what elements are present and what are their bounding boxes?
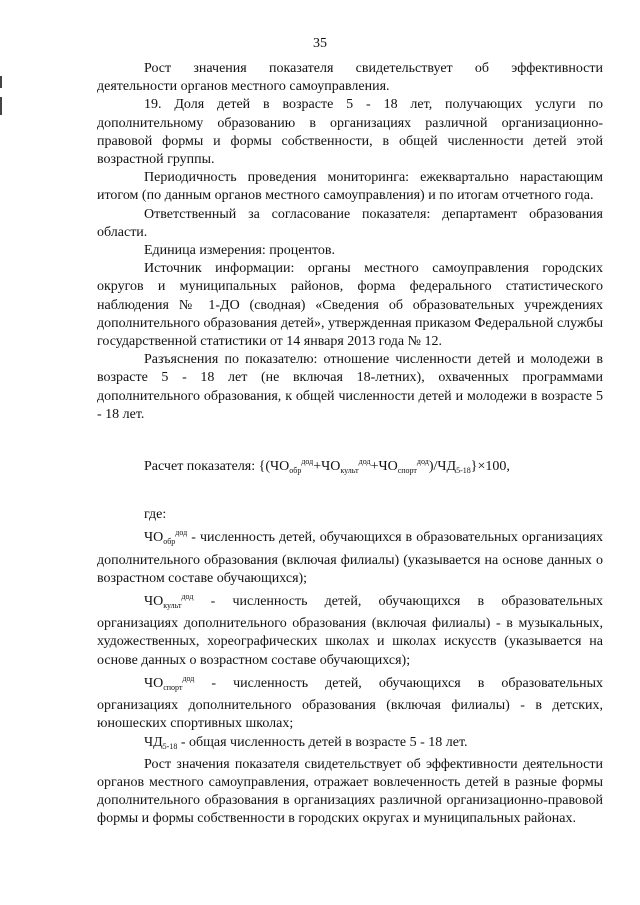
definition-item bbox=[97, 588, 603, 670]
paragraph: Ответственный за согласование показателя: департамент образования области. bbox=[97, 206, 603, 240]
definition-item bbox=[97, 734, 603, 756]
definition-text: - общая численность детей в возрасте 5 - 18 лет. bbox=[180, 734, 468, 750]
scan-edge-mark bbox=[0, 76, 2, 88]
definition-item bbox=[97, 670, 603, 734]
paragraph: деятельности органов местного самоуправления. bbox=[97, 79, 390, 95]
scan-edge-mark bbox=[0, 97, 2, 115]
paragraph: Источник информации: органы местного самоуправления городских округов и муниципальных районов, форма федерального статистического наблюдения № 1-ДО (сводная) «Сведения об образовательных учреждениях дополнительного образования детей», утвержденная приказом Федеральной службы государственной статистики от 14 января 2013 года № 12. bbox=[97, 261, 603, 350]
formula-operator: + bbox=[313, 459, 322, 475]
paragraph: Рост значения показателя свидетельствует об эффективности bbox=[144, 61, 603, 76]
formula-subscript: спорт bbox=[397, 466, 417, 476]
formula bbox=[97, 453, 603, 480]
formula-subscript: 5-18 bbox=[456, 466, 471, 476]
paragraph: 19. Доля детей в возрасте 5 - 18 лет, получающих услуги по дополнительному образованию в организациях различной организационно-правовой формы и формы собственности, в общей численности детей этой возрастной группы. bbox=[97, 97, 603, 168]
formula-superscript: дод bbox=[416, 457, 429, 467]
paragraph: Единица измерения: процентов. bbox=[144, 243, 336, 259]
formula-subscript: культ bbox=[340, 466, 359, 476]
definition-symbol: $ЧД_{5-18}$ bbox=[144, 734, 178, 751]
formula-symbol: ЧО bbox=[321, 459, 341, 475]
formula-label: Расчет показателя: bbox=[144, 459, 256, 475]
formula-symbol: ЧО bbox=[378, 459, 398, 475]
formula-subscript: обр bbox=[289, 466, 302, 476]
formula-superscript: дод bbox=[301, 457, 314, 467]
formula-superscript: дод bbox=[358, 457, 371, 467]
definition-item bbox=[97, 524, 603, 588]
paragraph: Периодичность проведения мониторинга: ежеквартально нарастающим итогом (по данным органов местного самоуправления) и по итогам отчетного года. bbox=[97, 170, 603, 204]
definition-symbol: $ЧО_{спорт}^{дод}$ bbox=[144, 673, 195, 692]
definition-text: - численность детей, обучающихся в образовательных организациях дополнительного образования (включая филиалы) (указывается на основе данных о возрастном составе обучающихся); bbox=[97, 530, 604, 586]
paragraph: Разъяснения по показателю: отношение численности детей и молодежи в возрасте 5 - 18 лет (не включая 18-летних), охваченных программами дополнительного образования, к общей численности детей и молодежи в возрасте 5 - 18 лет. bbox=[97, 352, 603, 422]
document-body bbox=[97, 60, 603, 829]
formula-symbol: ЧО bbox=[270, 459, 290, 475]
where-label: где: bbox=[144, 507, 167, 523]
definition-text: - численность детей, обучающихся в образовательных организациях дополнительного образования (включая филиалы) - в детских, юношеских спортивных школах; bbox=[97, 675, 604, 732]
formula-operator: )/ bbox=[428, 459, 438, 475]
definition-symbol: $ЧО_{культ}^{дод}$ bbox=[144, 592, 194, 611]
definition-text: - численность детей, обучающихся в образовательных организациях дополнительного образования (включая филиалы) - в музыкальных, художественных, хореографических школах и школах искусств (указывается на основе данных о возрастном составе обучающихся); bbox=[97, 594, 604, 668]
page-number: 35 bbox=[313, 36, 327, 51]
formula-operator: + bbox=[370, 459, 379, 475]
paragraph: Рост значения показателя свидетельствует об эффективности деятельности органов местного самоуправления, отражает вовлеченность детей в разные формы дополнительного образования в организациях различной организационно-правовой формы и формы собственности в городских округах и муниципальных районах. bbox=[97, 756, 603, 827]
formula-tail: }×100, bbox=[470, 459, 510, 475]
formula-symbol: ЧД bbox=[437, 459, 457, 475]
definition-symbol: $ЧО_{обр}^{дод}$ bbox=[144, 528, 188, 547]
formula-open: {( bbox=[258, 459, 271, 475]
